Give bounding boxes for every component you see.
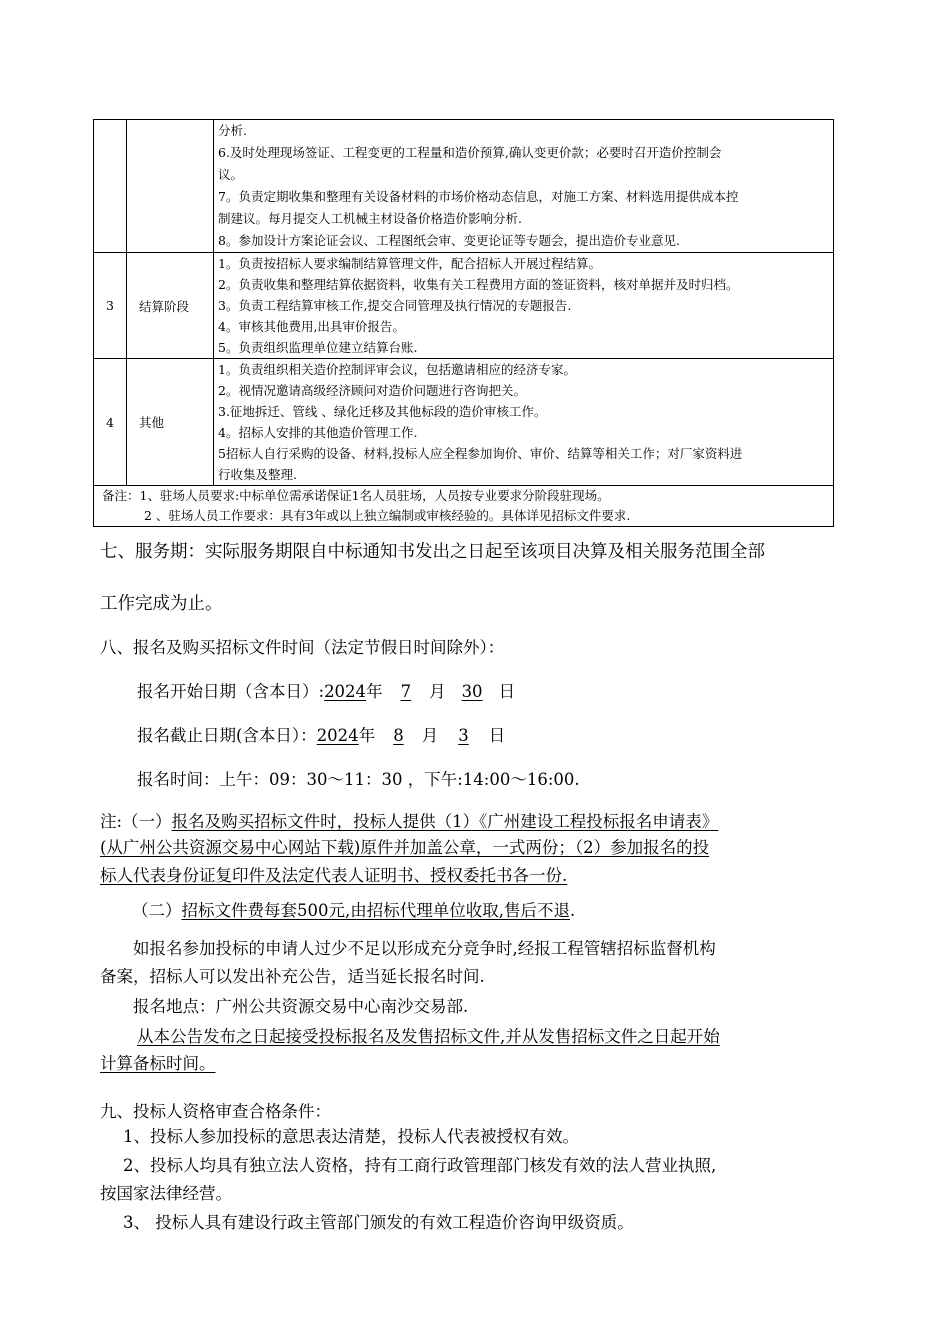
- content-line: 4。审核其他费用,出具审价报告。: [218, 319, 405, 334]
- section9-heading: 九、投标人资格审查合格条件：: [100, 1102, 331, 1121]
- start-label: 报名开始日期（含本日）:: [137, 682, 325, 701]
- note2: [132, 897, 575, 921]
- note1-text: 报名及购买招标文件时，投标人提供（1）《广州建设工程投标报名申请表》: [171, 812, 719, 831]
- register-time: 报名时间：上午：09：30～11：30 ，下午:14:00～16:00.: [137, 770, 580, 789]
- qualification-item-2-line2: 按国家法律经营。: [100, 1184, 232, 1203]
- register-end-date: [137, 722, 505, 746]
- note1-line1: [100, 808, 718, 832]
- content-line: 1。负责组织相关造价控制评审会议，包括邀请相应的经济专家。: [218, 362, 576, 377]
- stage-label: 结算阶段: [127, 253, 214, 359]
- content-line: 制建议。每月提交人工机械主材设备价格造价影响分析.: [218, 211, 522, 226]
- month-unit: 月: [421, 726, 439, 745]
- content-line: 行收集及整理.: [218, 467, 297, 482]
- table-row: [94, 253, 834, 359]
- content-line: 2。负责收集和整理结算依据资料，收集有关工程费用方面的签证资料，核对单据并及时归档。: [218, 277, 739, 292]
- qualification-item-3: 3、 投标人具有建设行政主管部门颁发的有效工程造价咨询甲级资质。: [123, 1213, 634, 1232]
- section8-heading: 八、报名及购买招标文件时间（法定节假日时间除外）：: [100, 638, 505, 657]
- note2-text: 招标文件费每套500元,由招标代理单位收取,售后不退: [181, 901, 570, 920]
- end-year: 2024: [316, 726, 359, 745]
- note2-prefix: （二）: [132, 901, 182, 920]
- content-cell: [214, 253, 834, 359]
- content-line: 8。参加设计方案论证会议、工程图纸会审、变更论证等专题会，提出造价专业意见.: [218, 233, 680, 248]
- end-label: 报名截止日期(含本日）：: [137, 726, 317, 745]
- day-unit: 日: [498, 682, 516, 701]
- content-line: 2。视情况邀请高级经济顾问对造价问题进行咨询把关。: [218, 383, 526, 398]
- extension-para-line1: 如报名参加投标的申请人过少不足以形成充分竞争时,经报工程管辖招标监督机构: [133, 939, 716, 958]
- day-unit: 日: [488, 726, 506, 745]
- table-row: [94, 359, 834, 486]
- note2-suffix: .: [569, 901, 576, 920]
- content-line: 7。负责定期收集和整理有关设备材料的市场价格动态信息，对施工方案、材料选用提供成本控: [218, 189, 739, 204]
- no-cell: [94, 120, 127, 253]
- year-unit: 年: [358, 726, 376, 745]
- content-line: 4。招标人安排的其他造价管理工作.: [218, 425, 418, 440]
- content-cell: [214, 120, 834, 253]
- qualification-item-1: 1、投标人参加投标的意思表达清楚，投标人代表被授权有效。: [123, 1127, 579, 1146]
- row-number: 4: [94, 359, 127, 486]
- content-line: 6.及时处理现场签证、工程变更的工程量和造价预算,确认变更价款；必要时召开造价控制会: [218, 145, 722, 160]
- content-line: 5招标人自行采购的设备、材料,投标人应全程参加询价、审价、结算等相关工作；对厂家资料进: [218, 446, 743, 461]
- end-month: 8: [393, 726, 404, 745]
- note1-line3: 标人代表身份证复印件及法定代表人证明书、授权委托书各一份.: [100, 866, 568, 885]
- content-line: 3.征地拆迁、管线 、绿化迁移及其他标段的造价审核工作。: [218, 404, 547, 419]
- content-line: 议。: [218, 167, 244, 182]
- start-day: 30: [461, 682, 483, 701]
- start-year: 2024: [324, 682, 367, 701]
- month-unit: 月: [429, 682, 446, 701]
- sales-para-line1: 从本公告发布之日起接受投标报名及发售招标文件,并从发售招标文件之日起开始: [137, 1027, 720, 1046]
- table-row: [94, 486, 834, 527]
- register-start-date: [137, 678, 515, 702]
- note1-line2: (从广州公共资源交易中心网站下载)原件并加盖公章，一式两份；（2）参加报名的投: [100, 838, 710, 857]
- duty-table: [93, 119, 834, 527]
- content-line: 5。负责组织监理单位建立结算台账.: [218, 340, 418, 355]
- content-line: 分析.: [218, 123, 247, 138]
- row-number: 3: [94, 253, 127, 359]
- end-day: 3: [458, 726, 469, 745]
- note-line: 备注：1、驻场人员要求:中标单位需承诺保证1名人员驻场，人员按专业要求分阶段驻现场。: [102, 488, 610, 503]
- stage-cell: [127, 120, 214, 253]
- stage-label: 其他: [127, 359, 214, 486]
- content-line: 1。负责按招标人要求编制结算管理文件，配合招标人开展过程结算。: [218, 256, 601, 271]
- register-location: 报名地点：广州公共资源交易中心南沙交易部.: [133, 997, 469, 1016]
- content-cell: [214, 359, 834, 486]
- note-line: 2 、驻场人员工作要求：具有3年或以上独立编制或审核经验的。具体详见招标文件要求.: [144, 508, 631, 523]
- qualification-item-2-line1: 2、投标人均具有独立法人资格，持有工商行政管理部门核发有效的法人营业执照,: [123, 1156, 717, 1175]
- sales-para-line2: 计算备标时间。: [100, 1054, 216, 1073]
- section7-line1: 七、服务期：实际服务期限自中标通知书发出之日起至该项目决算及相关服务范围全部: [100, 542, 765, 562]
- start-month: 7: [400, 682, 412, 701]
- table-note: [94, 486, 834, 527]
- extension-para-line2: 备案，招标人可以发出补充公告，适当延长报名时间.: [100, 967, 485, 986]
- section7-line2: 工作完成为止。: [100, 594, 223, 614]
- content-line: 3。负责工程结算审核工作,提交合同管理及执行情况的专题报告.: [218, 298, 572, 313]
- year-unit: 年: [366, 682, 383, 701]
- note1-prefix: 注:（一）: [100, 812, 172, 831]
- table-row: [94, 120, 834, 253]
